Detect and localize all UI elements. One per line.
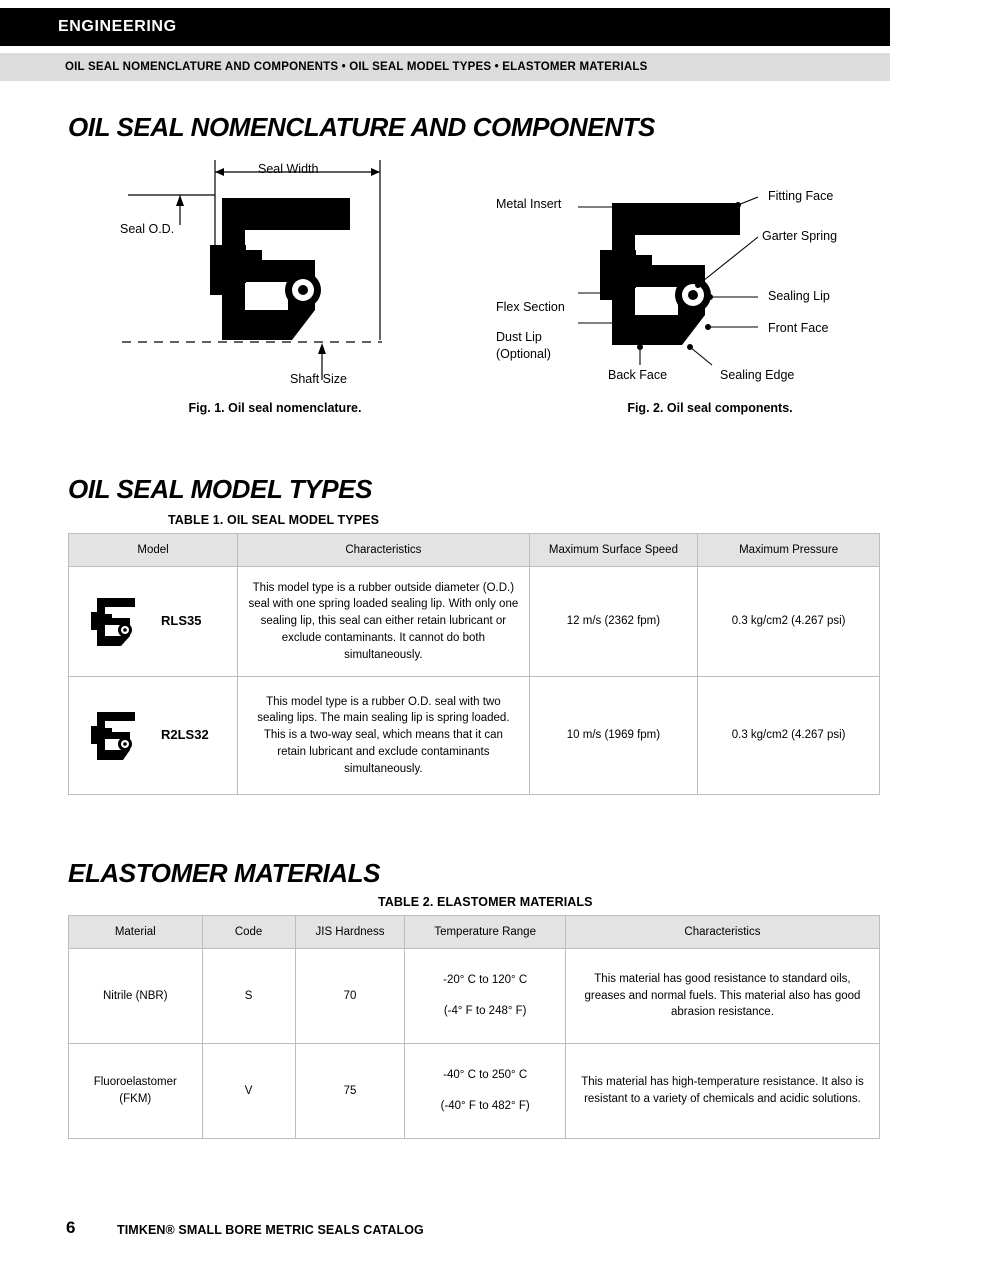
table1-header-row xyxy=(69,534,880,567)
table2-cell-characteristics: This material has good resistance to standard oils, greases and normal fuels. This material also has good abrasion resistance. xyxy=(565,949,879,1044)
oil-seal-nomenclature-diagram xyxy=(110,150,450,400)
table-row xyxy=(69,677,880,795)
page-subheader-bar xyxy=(0,53,890,81)
table2-header-row xyxy=(69,916,880,949)
section-heading-nomenclature: OIL SEAL NOMENCLATURE AND COMPONENTS xyxy=(68,112,655,142)
table1-model-name: R2LS32 xyxy=(161,727,209,743)
table2-cell-temperature-range xyxy=(405,1044,565,1139)
table2-temp-fahrenheit: (-4° F to 248° F) xyxy=(443,1005,527,1017)
figure1-label-shaft-size: Shaft Size xyxy=(290,372,347,386)
figure-oil-seal-nomenclature xyxy=(110,150,450,400)
figure2-label-dust-lip-optional: (Optional) xyxy=(496,347,551,361)
page-header-title: ENGINEERING xyxy=(58,18,177,35)
page-subheader-title: OIL SEAL NOMENCLATURE AND COMPONENTS • OIL SEAL MODEL TYPES • ELASTOMER MATERIALS xyxy=(65,61,648,73)
seal-icon-r2ls32 xyxy=(85,706,147,766)
table1-cell-characteristics: This model type is a rubber outside diameter (O.D.) seal with one spring loaded sealing lip. With only one sealing lip, this seal can either retain lubricant or exclude contaminants. It cannot do both simultaneously. xyxy=(238,567,529,677)
table2-col-material: Material xyxy=(69,916,203,949)
table1-model-name: RLS35 xyxy=(161,613,202,629)
footer-catalog-title: TIMKEN® SMALL BORE METRIC SEALS CATALOG xyxy=(117,1223,424,1237)
table2-cell-temperature-range xyxy=(405,949,565,1044)
table2-cell-jis-hardness: 70 xyxy=(295,949,405,1044)
table-oil-seal-model-types xyxy=(68,533,880,795)
figure1-label-seal-width: Seal Width xyxy=(258,162,319,176)
figure-oil-seal-components xyxy=(490,175,890,400)
figure2-label-sealing-lip: Sealing Lip xyxy=(768,289,830,303)
figure1-label-seal-od: Seal O.D. xyxy=(120,222,175,236)
table-elastomer-materials xyxy=(68,915,880,1139)
table2-col-jis-hardness: JIS Hardness xyxy=(295,916,405,949)
figure2-label-dust-lip: Dust Lip xyxy=(496,330,542,344)
table2-cell-jis-hardness: 75 xyxy=(295,1044,405,1139)
footer-page-number: 6 xyxy=(66,1218,76,1237)
table2-cell-material xyxy=(69,1044,203,1139)
table2-temp-celsius: -20° C to 120° C xyxy=(443,974,528,987)
table1-cell-characteristics: This model type is a rubber O.D. seal with two sealing lips. The main sealing lip is spring loaded. This is a two-way seal, which means that it can retain lubricant and exclude contaminants simultaneously. xyxy=(238,677,529,795)
table-row xyxy=(69,567,880,677)
figure2-label-front-face: Front Face xyxy=(768,321,829,335)
table1-title: TABLE 1. OIL SEAL MODEL TYPES xyxy=(168,513,380,527)
table-row xyxy=(69,949,880,1044)
table1-col-characteristics: Characteristics xyxy=(238,534,529,567)
table1-col-max-surface-speed: Maximum Surface Speed xyxy=(529,534,698,567)
table1-cell-model-rls35 xyxy=(69,567,238,677)
figure2-label-fitting-face: Fitting Face xyxy=(768,189,834,203)
table2-col-code: Code xyxy=(202,916,295,949)
table1-col-max-pressure: Maximum Pressure xyxy=(698,534,880,567)
figure2-caption: Fig. 2. Oil seal components. xyxy=(627,401,793,415)
figure2-label-garter-spring: Garter Spring xyxy=(762,229,838,243)
table1-cell-max-pressure: 0.3 kg/cm2 (4.267 psi) xyxy=(698,567,880,677)
table2-material-line2: (FKM) xyxy=(119,1093,152,1105)
figure2-label-metal-insert: Metal Insert xyxy=(496,197,562,211)
table2-title: TABLE 2. ELASTOMER MATERIALS xyxy=(378,895,593,909)
table1-cell-model-r2ls32 xyxy=(69,677,238,795)
table2-material-line1: Fluoroelastomer xyxy=(93,1076,177,1089)
seal-icon-rls35 xyxy=(85,592,147,652)
table2-cell-characteristics: This material has high-temperature resistance. It also is resistant to a variety of chemicals and acidic solutions. xyxy=(565,1044,879,1139)
table1-col-model: Model xyxy=(69,534,238,567)
table2-cell-material: Nitrile (NBR) xyxy=(69,949,203,1044)
table1-cell-max-surface-speed: 10 m/s (1969 fpm) xyxy=(529,677,698,795)
table-row xyxy=(69,1044,880,1139)
table2-temp-fahrenheit: (-40° F to 482° F) xyxy=(440,1100,530,1112)
page-header-bar xyxy=(0,8,890,46)
figure1-caption: Fig. 1. Oil seal nomenclature. xyxy=(188,401,362,415)
section-heading-elastomer: ELASTOMER MATERIALS xyxy=(68,858,381,888)
table2-temp-celsius: -40° C to 250° C xyxy=(443,1069,528,1082)
figure2-label-back-face: Back Face xyxy=(608,368,668,382)
figure2-label-sealing-edge: Sealing Edge xyxy=(720,368,795,382)
table2-cell-code: S xyxy=(202,949,295,1044)
table1-cell-max-pressure: 0.3 kg/cm2 (4.267 psi) xyxy=(698,677,880,795)
table2-cell-code: V xyxy=(202,1044,295,1139)
figure2-label-flex-section: Flex Section xyxy=(496,300,565,314)
table2-col-temperature-range: Temperature Range xyxy=(405,916,565,949)
table1-cell-max-surface-speed: 12 m/s (2362 fpm) xyxy=(529,567,698,677)
table2-col-characteristics: Characteristics xyxy=(565,916,879,949)
section-heading-model-types: OIL SEAL MODEL TYPES xyxy=(68,474,373,504)
